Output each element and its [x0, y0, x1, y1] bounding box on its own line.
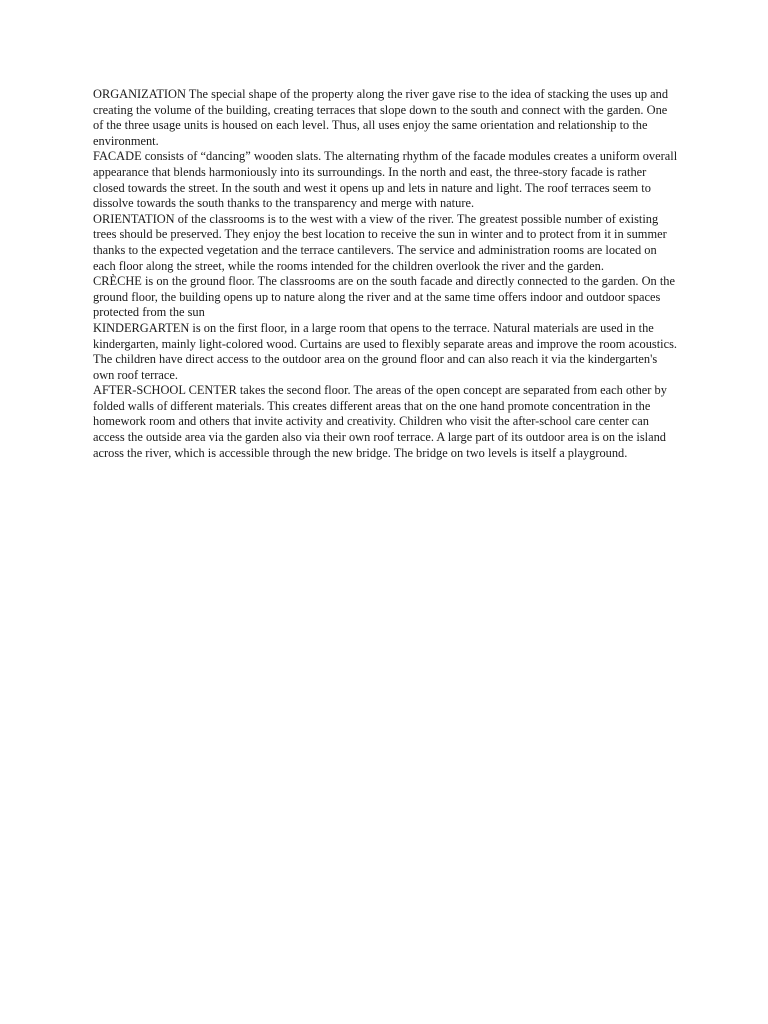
paragraph-creche: CRÈCHE is on the ground floor. The classrooms are on the south facade and directly connected to the garden. On the ground floor, the building opens up to nature along the river and at the same time offers indoor and outdoor spaces protected from the sun — [93, 274, 675, 320]
paragraph-after-school-center: AFTER-SCHOOL CENTER takes the second floor. The areas of the open concept are separated from each other by folded walls of different materials. This creates different areas that on the one hand promote concentration in the homework room and others that invite activity and creativity. Children who visit the after-school care center can access the outside area via the garden also via their own roof terrace. A large part of its outdoor area is on the island across the river, which is accessible through the new bridge. The bridge on two levels is itself a playground. — [93, 383, 667, 460]
paragraph-orientation: ORIENTATION of the classrooms is to the west with a view of the river. The greatest possible number of existing trees should be preserved. They enjoy the best location to receive the sun in winter and to protect from it in summer thanks to the expected vegetation and the terrace cantilevers. The service and administration rooms are located on each floor along the street, while the rooms intended for the children overlook the river and the garden. — [93, 211, 667, 273]
paragraph-organization: ORGANIZATION The special shape of the property along the river gave rise to the idea of stacking the uses up and creating the volume of the building, creating terraces that slope down to the south and connect with the garden. One of the three usage units is housed on each level. Thus, all uses enjoy the same orientation and relationship to the environment. — [93, 87, 669, 148]
body-text — [93, 87, 678, 461]
paragraph-facade: FACADE consists of “dancing” wooden slats. The alternating rhythm of the facade modules creates a uniform overall appearance that blends harmoniously into its surroundings. In the north and east, the three-story facade is rather closed towards the street. In the south and west it opens up and lets in nature and light. The roof terraces seem to dissolve towards the south thanks to the transparency and merge with nature. — [93, 149, 678, 211]
paragraph-kindergarten: KINDERGARTEN is on the first floor, in a large room that opens to the terrace. Natural materials are used in the kindergarten, mainly light-colored wood. Curtains are used to flexibly separate areas and improve the room acoustics. The children have direct access to the outdoor area on the ground floor and can also reach it via the kindergarten's own roof terrace. — [93, 320, 678, 382]
